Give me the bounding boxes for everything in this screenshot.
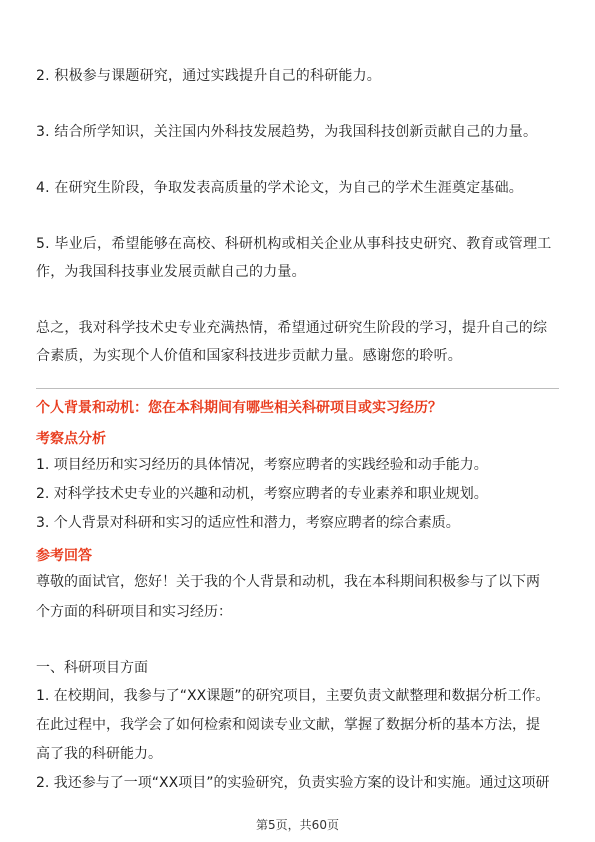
section-divider	[36, 388, 559, 389]
answer-line: 1. 在校期间，我参与了“XX课题”的研究项目，主要负责文献整理和数据分析工作。	[36, 688, 550, 704]
analysis-title: 考察点分析	[36, 431, 106, 447]
page-footer: 第5页，共60页	[256, 818, 339, 832]
answer-line: 高了我的科研能力。	[36, 746, 162, 762]
list-item: 2. 积极参与课题研究，通过实践提升自己的科研能力。	[36, 68, 382, 84]
analysis-item: 1. 项目经历和实习经历的具体情况，考察应聘者的实践经验和动手能力。	[36, 457, 488, 473]
question-heading: 个人背景和动机：您在本科期间有哪些相关科研项目或实习经历？	[36, 400, 442, 416]
answer-subheading: 一、科研项目方面	[36, 660, 148, 676]
analysis-item: 2. 对科学技术史专业的兴趣和动机，考察应聘者的专业素养和职业规划。	[36, 486, 488, 502]
answer-title: 参考回答	[36, 548, 92, 564]
list-item: 3. 结合所学知识，关注国内外科技发展趋势，为我国科技创新贡献自己的力量。	[36, 124, 538, 140]
analysis-item: 3. 个人背景对科研和实习的适应性和潜力，考察应聘者的综合素质。	[36, 515, 460, 531]
answer-line: 个方面的科研项目和实习经历：	[36, 604, 232, 620]
list-item: 5. 毕业后，希望能够在高校、科研机构或相关企业从事科技史研究、教育或管理工作，为我国科技事业发展贡献自己的力量。	[36, 236, 552, 280]
list-item: 4. 在研究生阶段，争取发表高质量的学术论文，为自己的学术生涯奠定基础。	[36, 180, 524, 196]
answer-line: 2. 我还参与了一项“XX项目”的实验研究，负责实验方案的设计和实施。通过这项研	[36, 775, 550, 791]
answer-line: 尊敬的面试官，您好！关于我的个人背景和动机，我在本科期间积极参与了以下两	[36, 574, 540, 590]
answer-line: 在此过程中，我学会了如何检索和阅读专业文献，掌握了数据分析的基本方法，提	[36, 717, 540, 733]
summary-paragraph: 总之，我对科学技术史专业充满热情，希望通过研究生阶段的学习，提升自己的综合素质，为实现个人价值和国家科技进步贡献力量。感谢您的聆听。	[36, 320, 548, 364]
